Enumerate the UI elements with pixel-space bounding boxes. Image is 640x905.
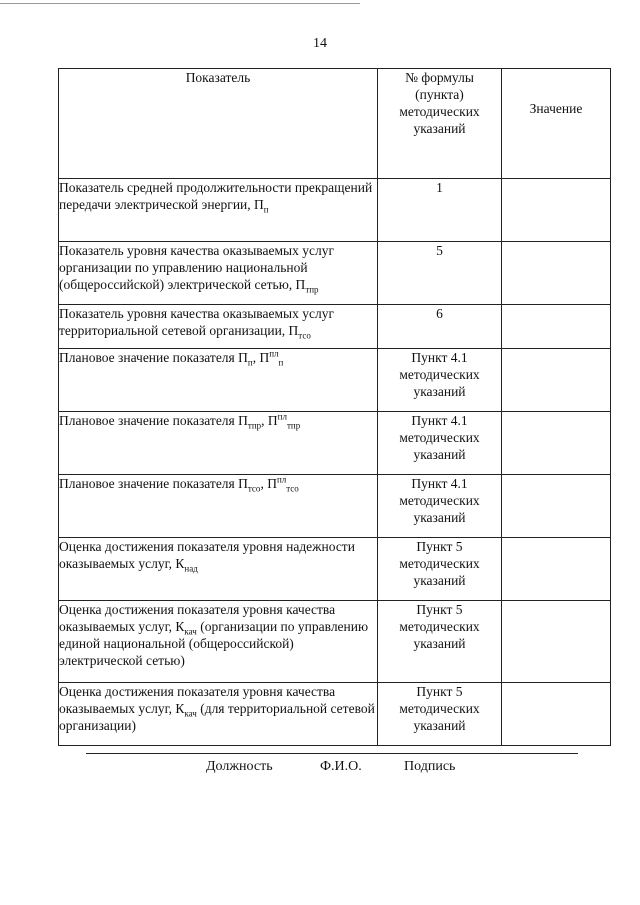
table-row xyxy=(59,349,611,412)
indicator-text-tail: (для территориальной сетевой организации) xyxy=(59,701,375,733)
indicator-subscript-2: тпр xyxy=(286,420,301,431)
indicator-cell xyxy=(59,683,378,746)
indicator-cell xyxy=(59,601,378,683)
value-cell xyxy=(502,601,611,683)
indicator-subscript: тсо xyxy=(298,330,311,341)
value-cell xyxy=(502,305,611,349)
signature-sign-label: Подпись xyxy=(404,759,456,774)
indicator-text-mid: , П xyxy=(252,350,270,365)
indicator-cell xyxy=(59,242,378,305)
header-indicator: Показатель xyxy=(59,69,378,179)
formula-ref-cell: Пункт 4.1 методических указаний xyxy=(378,475,502,538)
table-row xyxy=(59,242,611,305)
top-rule xyxy=(0,3,360,4)
value-cell xyxy=(502,538,611,601)
indicator-cell xyxy=(59,538,378,601)
indicators-table xyxy=(58,68,611,746)
formula-ref-cell: Пункт 5 методических указаний xyxy=(378,538,502,601)
table-header-row xyxy=(59,69,611,179)
table-row xyxy=(59,538,611,601)
indicator-superscript: пл xyxy=(276,474,287,485)
indicator-subscript: тсо xyxy=(247,483,261,494)
table-row xyxy=(59,475,611,538)
indicator-cell xyxy=(59,412,378,475)
formula-ref-cell: Пункт 5 методических указаний xyxy=(378,683,502,746)
header-value: Значение xyxy=(502,69,611,179)
indicator-subscript: тпр xyxy=(305,284,319,295)
indicator-cell xyxy=(59,179,378,242)
indicator-text: Оценка достижения показателя уровня качества оказываемых услуг, К xyxy=(59,602,336,634)
signature-name-label: Ф.И.О. xyxy=(320,759,362,774)
signature-line xyxy=(86,753,578,754)
value-cell xyxy=(502,683,611,746)
formula-ref-cell: 1 xyxy=(378,179,502,242)
indicator-text: Показатель уровня качества оказываемых услуг организации по управлению национальной (общероссийской) электрической сетью, П xyxy=(59,243,334,292)
indicator-text: Оценка достижения показателя уровня качества оказываемых услуг, К xyxy=(59,684,336,716)
formula-ref-cell: Пункт 4.1 методических указаний xyxy=(378,412,502,475)
value-cell xyxy=(502,475,611,538)
indicator-subscript: кач xyxy=(184,626,197,637)
formula-ref-cell: 5 xyxy=(378,242,502,305)
indicator-subscript-2: тсо xyxy=(286,483,299,494)
indicator-cell xyxy=(59,475,378,538)
indicator-subscript: п xyxy=(263,204,269,215)
indicator-text: Плановое значение показателя П xyxy=(59,350,248,365)
indicator-text-mid: , П xyxy=(261,413,278,428)
indicator-text-mid: , П xyxy=(260,476,277,491)
indicator-subscript-2: п xyxy=(278,357,284,368)
value-cell xyxy=(502,349,611,412)
indicator-text-tail: (организации по управлению единой национальной (общероссийской) электрической сетью) xyxy=(59,619,369,668)
indicator-subscript: п xyxy=(247,357,253,368)
value-cell xyxy=(502,242,611,305)
formula-ref-cell: Пункт 4.1 методических указаний xyxy=(378,349,502,412)
indicator-text: Оценка достижения показателя уровня надежности оказываемых услуг, К xyxy=(59,539,355,571)
indicator-cell xyxy=(59,349,378,412)
table-row xyxy=(59,179,611,242)
indicator-subscript: кач xyxy=(184,708,197,719)
indicator-superscript: пл xyxy=(277,411,287,422)
indicator-text: Плановое значение показателя П xyxy=(59,476,248,491)
indicator-text: Показатель средней продолжительности прекращений передачи электрической энергии, П xyxy=(59,180,373,212)
value-cell xyxy=(502,179,611,242)
table-row xyxy=(59,601,611,683)
indicator-cell xyxy=(59,305,378,349)
page-number: 14 xyxy=(313,36,327,51)
indicator-text: Плановое значение показателя П xyxy=(59,413,248,428)
signature-position-label: Должность xyxy=(206,759,273,774)
formula-ref-cell: Пункт 5 методических указаний xyxy=(378,601,502,683)
indicator-subscript: над xyxy=(184,563,198,574)
formula-ref-cell: 6 xyxy=(378,305,502,349)
value-cell xyxy=(502,412,611,475)
table-row xyxy=(59,412,611,475)
header-formula: № формулы (пункта) методических указаний xyxy=(378,69,502,179)
table-row xyxy=(59,305,611,349)
indicator-superscript: пл xyxy=(269,348,279,359)
indicator-subscript: тпр xyxy=(247,420,262,431)
indicator-text: Показатель уровня качества оказываемых услуг территориальной сетевой организации, П xyxy=(59,306,334,338)
table-row xyxy=(59,683,611,746)
